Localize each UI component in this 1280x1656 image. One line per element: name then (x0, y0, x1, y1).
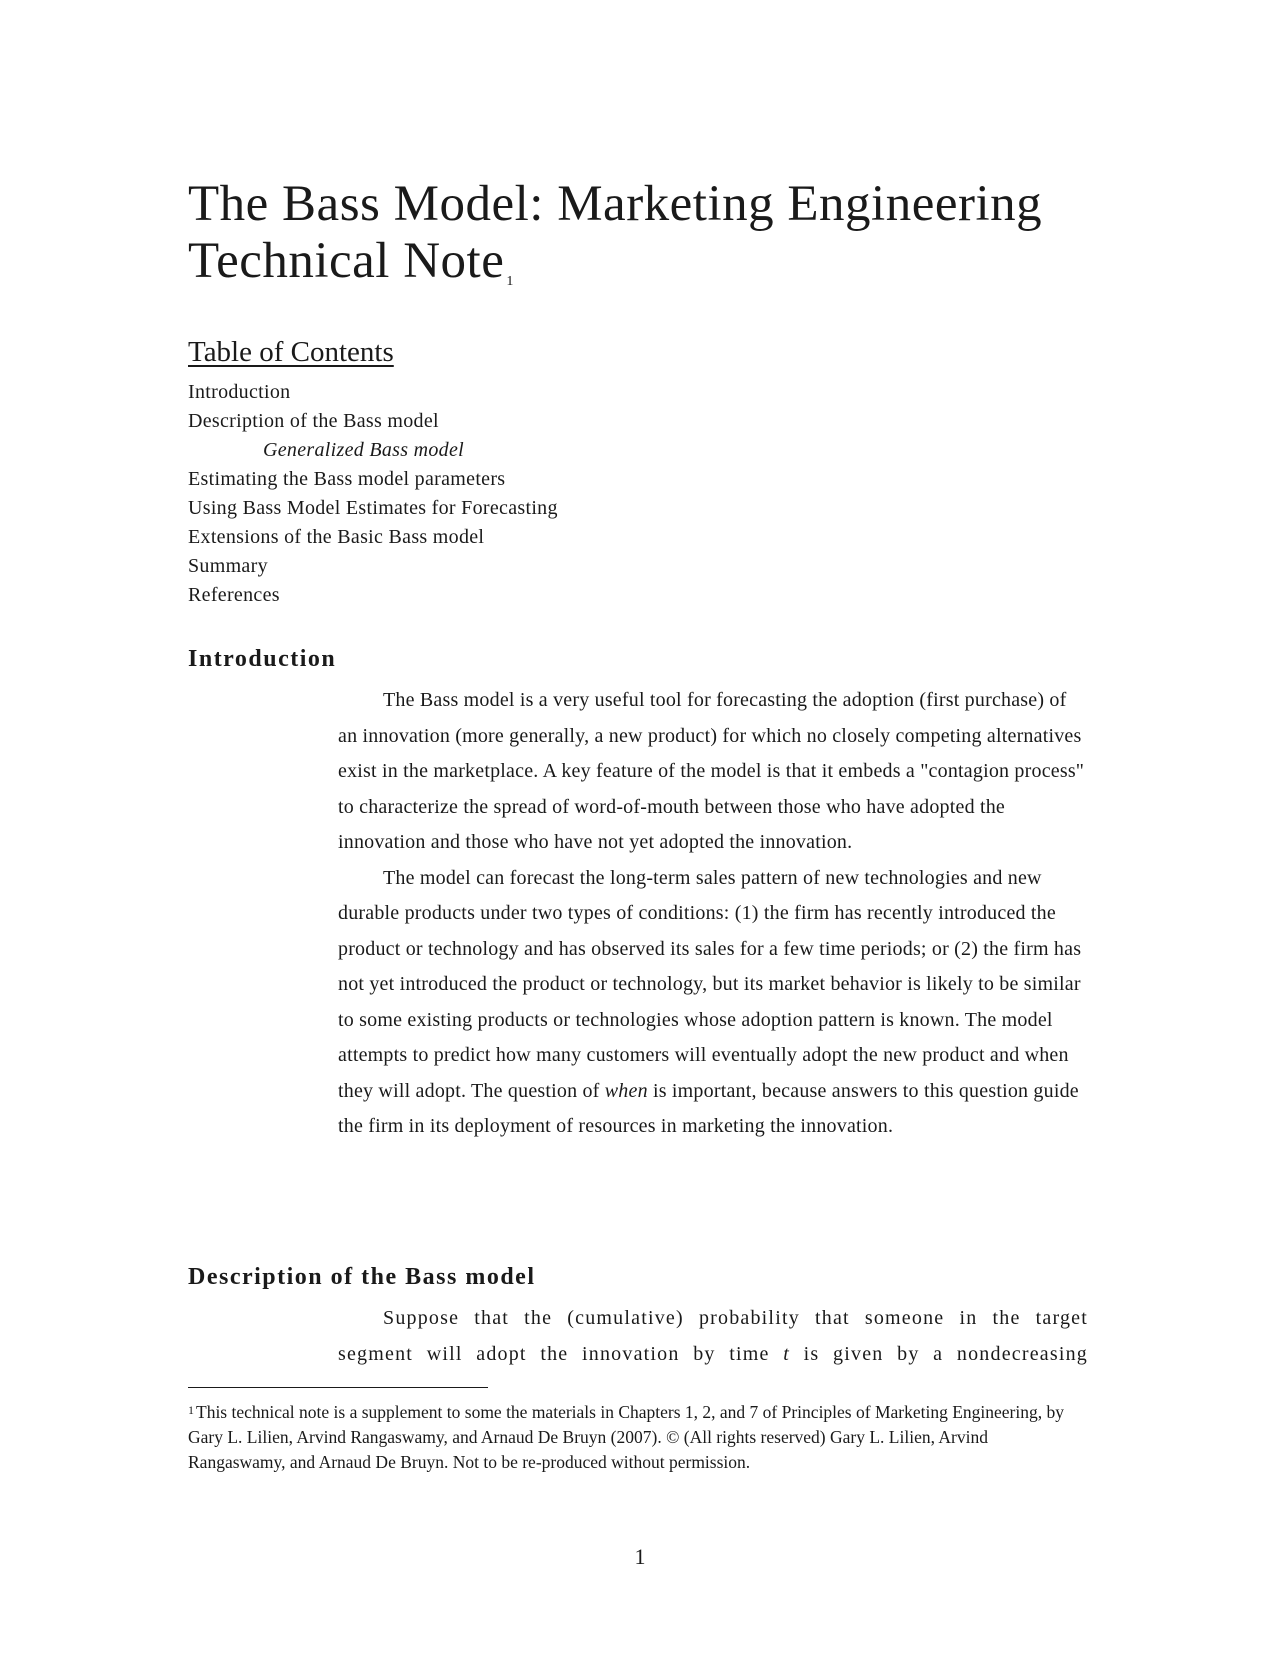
p2-text-before: The model can forecast the long-term sales pattern of new technologies and new durable products under two types of conditions: (1) the firm has recently introduced the product or technology and has observed its sales for a few time periods; or (2) the firm has not yet introduced the product or technology, but its market behavior is likely to be similar to some existing products or technologies whose adoption pattern is known. The model attempts to predict how many customers will eventually adopt the new product and when they will adopt. The question of (338, 866, 1082, 1102)
table-of-contents (188, 378, 558, 610)
p2-emphasis: when (604, 1079, 648, 1102)
description-line-2 (338, 1337, 1088, 1373)
toc-item-extensions[interactable]: Extensions of the Basic Bass model (188, 526, 485, 548)
line2-text-after: is given by a nondecreasing (790, 1342, 1089, 1365)
toc-item-forecasting[interactable]: Using Bass Model Estimates for Forecasting (188, 497, 558, 519)
toc-item-references[interactable]: References (188, 584, 280, 606)
description-line-1: Suppose that the (cumulative) probability that someone in the target (383, 1307, 1088, 1329)
footnote-divider (188, 1387, 488, 1388)
toc-heading: Table of Contents (188, 336, 394, 368)
description-body (338, 1301, 1088, 1372)
line2-text-before: segment will adopt the innovation by time (338, 1342, 784, 1365)
toc-item-generalized[interactable]: Generalized Bass model (263, 439, 465, 461)
page-number: 1 (634, 1544, 646, 1569)
introduction-body (338, 683, 1088, 1145)
line2-emphasis: t (783, 1342, 791, 1365)
description-heading: Description of the Bass model (188, 1264, 536, 1290)
title-footnote-mark[interactable]: 1 (506, 274, 514, 289)
toc-item-summary[interactable]: Summary (188, 555, 268, 577)
toc-item-description[interactable]: Description of the Bass model (188, 410, 439, 432)
document-title (188, 176, 1148, 290)
introduction-paragraph-1: The Bass model is a very useful tool for forecasting the adoption (first purchase) of an innovation (more generally, a new product) for which no closely competing alternatives exist in the marketplace. A key feature of the model is that it embeds a "contagion process" to characterize the spread of word-of-mouth between those who have adopted the innovation and those who have not yet adopted the innovation. (338, 689, 1085, 853)
title-text: The Bass Model: Marketing Engineering Technical Note (188, 176, 1043, 289)
footnote-text: This technical note is a supplement to some the materials in Chapters 1, 2, and 7 of Principles of Marketing Engineering, by Gary L. Lilien, Arvind Rangaswamy, and Arnaud De Bruyn (2007). © (All rights reserved) Gary L. Lilien, Arvind Rangaswamy, and Arnaud De Bruyn. Not to be re-produced without permission. (188, 1402, 1064, 1472)
toc-item-estimating[interactable]: Estimating the Bass model parameters (188, 468, 506, 490)
introduction-heading: Introduction (188, 646, 337, 672)
footnote (188, 1400, 1088, 1475)
p2-text-after: is important, because answers to this question guide the firm in its deployment of resources in marketing the innovation. (338, 1079, 1079, 1137)
introduction-paragraph-2 (338, 861, 1088, 1145)
footnote-mark: 1 (188, 1403, 194, 1417)
toc-item-introduction[interactable]: Introduction (188, 381, 291, 403)
